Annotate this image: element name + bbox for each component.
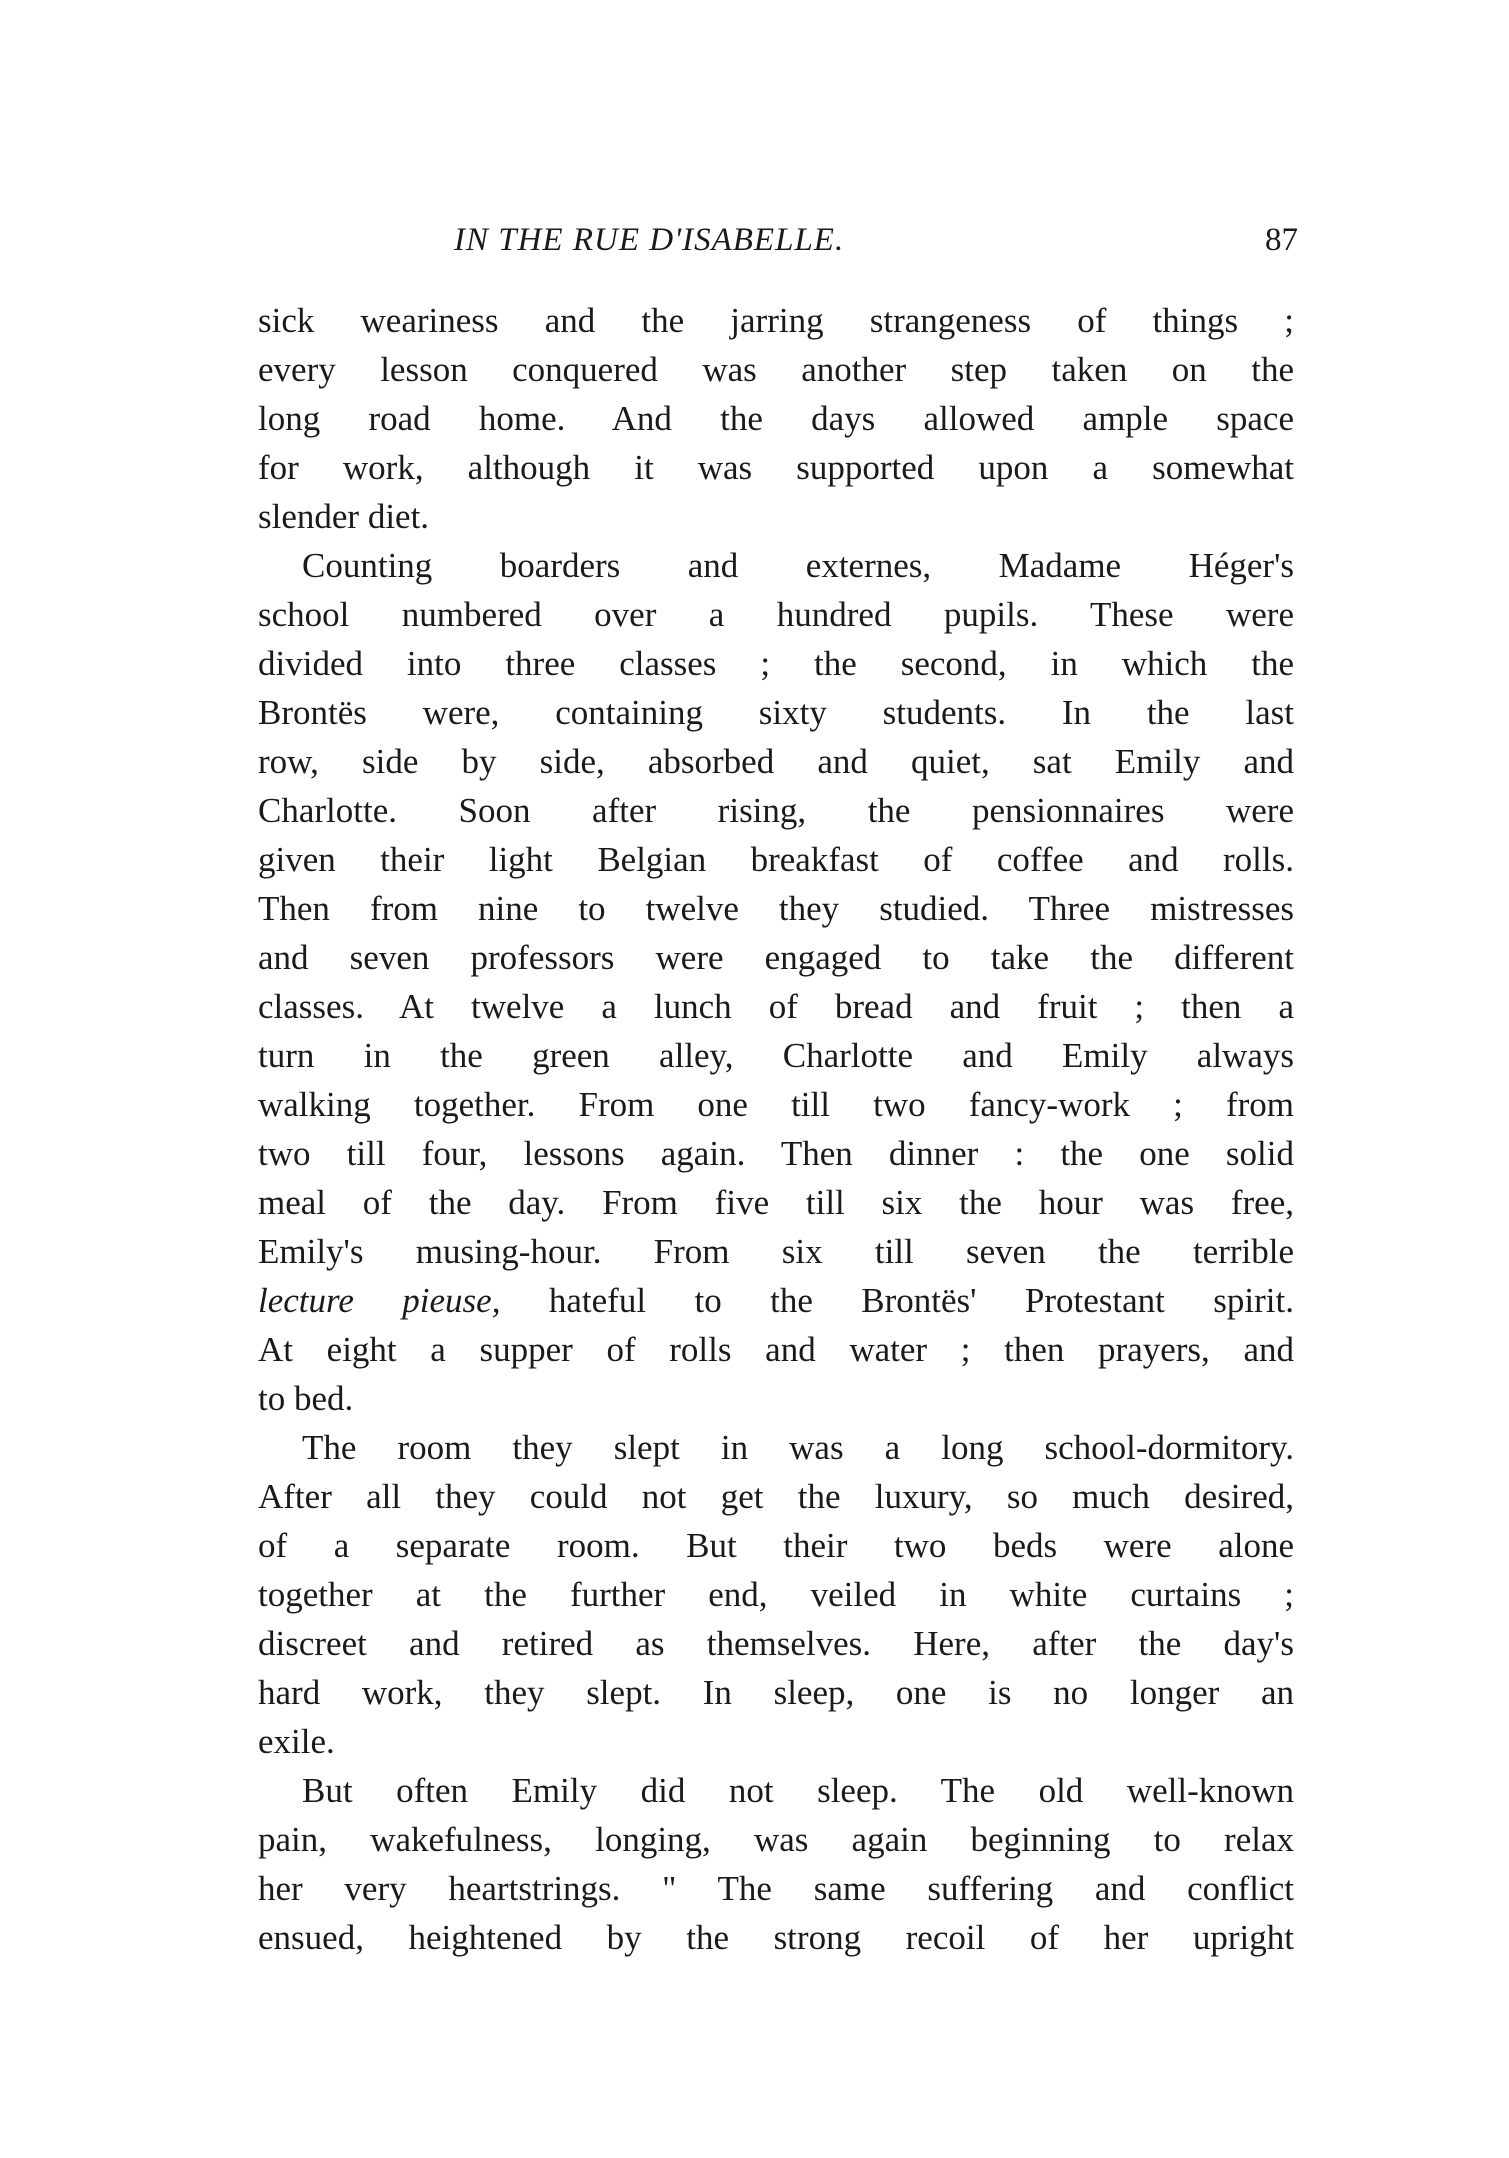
text-line: meal of the day. From five till six the hour was free, [258, 1183, 1294, 1222]
text-line: After all they could not get the luxury, so much desired, [258, 1477, 1294, 1516]
text-line: school numbered over a hundred pupils. These were [258, 595, 1294, 634]
text-line: long road home. And the days allowed ample space [258, 399, 1294, 438]
paragraph [258, 541, 1294, 1423]
text-line: walking together. From one till two fancy-work ; from [258, 1085, 1294, 1124]
text-line: given their light Belgian breakfast of coffee and rolls. [258, 840, 1294, 879]
paragraph [258, 296, 1294, 541]
text-line: row, side by side, absorbed and quiet, sat Emily and [258, 742, 1294, 781]
text-line: Counting boarders and externes, Madame Héger's [302, 546, 1294, 585]
text-line: two till four, lessons again. Then dinner : the one solid [258, 1134, 1294, 1173]
text-line: sick weariness and the jarring strangeness of things ; [258, 301, 1294, 340]
text-line: of a separate room. But their two beds were alone [258, 1526, 1294, 1565]
text-line: Brontës were, containing sixty students. In the last [258, 693, 1294, 732]
page-number: 87 [1265, 222, 1298, 258]
running-title: IN THE RUE D'ISABELLE. [454, 222, 845, 258]
text-line [258, 1276, 1294, 1325]
paragraph [258, 1423, 1294, 1766]
text-line: The room they slept in was a long school-dormitory. [302, 1428, 1294, 1467]
text-line: turn in the green alley, Charlotte and Emily always [258, 1036, 1294, 1075]
text-line: At eight a supper of rolls and water ; then prayers, and [258, 1330, 1294, 1369]
text-line: But often Emily did not sleep. The old well-known [302, 1771, 1294, 1810]
text-line: and seven professors were engaged to take the different [258, 938, 1294, 977]
line-text: hateful to the Brontës' Protestant spirit. [500, 1281, 1294, 1320]
text-line: Then from nine to twelve they studied. Three mistresses [258, 889, 1294, 928]
text-line: her very heartstrings. " The same suffering and conflict [258, 1869, 1294, 1908]
text-line: divided into three classes ; the second, in which the [258, 644, 1294, 683]
text-line: slender diet. [258, 497, 430, 536]
italic-phrase: lecture pieuse, [258, 1281, 501, 1320]
text-line: exile. [258, 1722, 335, 1761]
text-line: discreet and retired as themselves. Here, after the day's [258, 1624, 1294, 1663]
text-line: classes. At twelve a lunch of bread and fruit ; then a [258, 987, 1294, 1026]
text-line: pain, wakefulness, longing, was again beginning to relax [258, 1820, 1294, 1859]
text-line: to bed. [258, 1379, 354, 1418]
text-line: hard work, they slept. In sleep, one is no longer an [258, 1673, 1294, 1712]
paragraph [258, 1766, 1294, 1962]
running-header [258, 222, 1298, 272]
text-line: ensued, heightened by the strong recoil of her upright [258, 1918, 1294, 1957]
page-body [258, 296, 1294, 1962]
text-line: Emily's musing-hour. From six till seven the terrible [258, 1232, 1294, 1271]
text-line: for work, although it was supported upon a somewhat [258, 448, 1294, 487]
text-line: every lesson conquered was another step taken on the [258, 350, 1294, 389]
text-line: Charlotte. Soon after rising, the pensionnaires were [258, 791, 1294, 830]
text-line: together at the further end, veiled in white curtains ; [258, 1575, 1294, 1614]
